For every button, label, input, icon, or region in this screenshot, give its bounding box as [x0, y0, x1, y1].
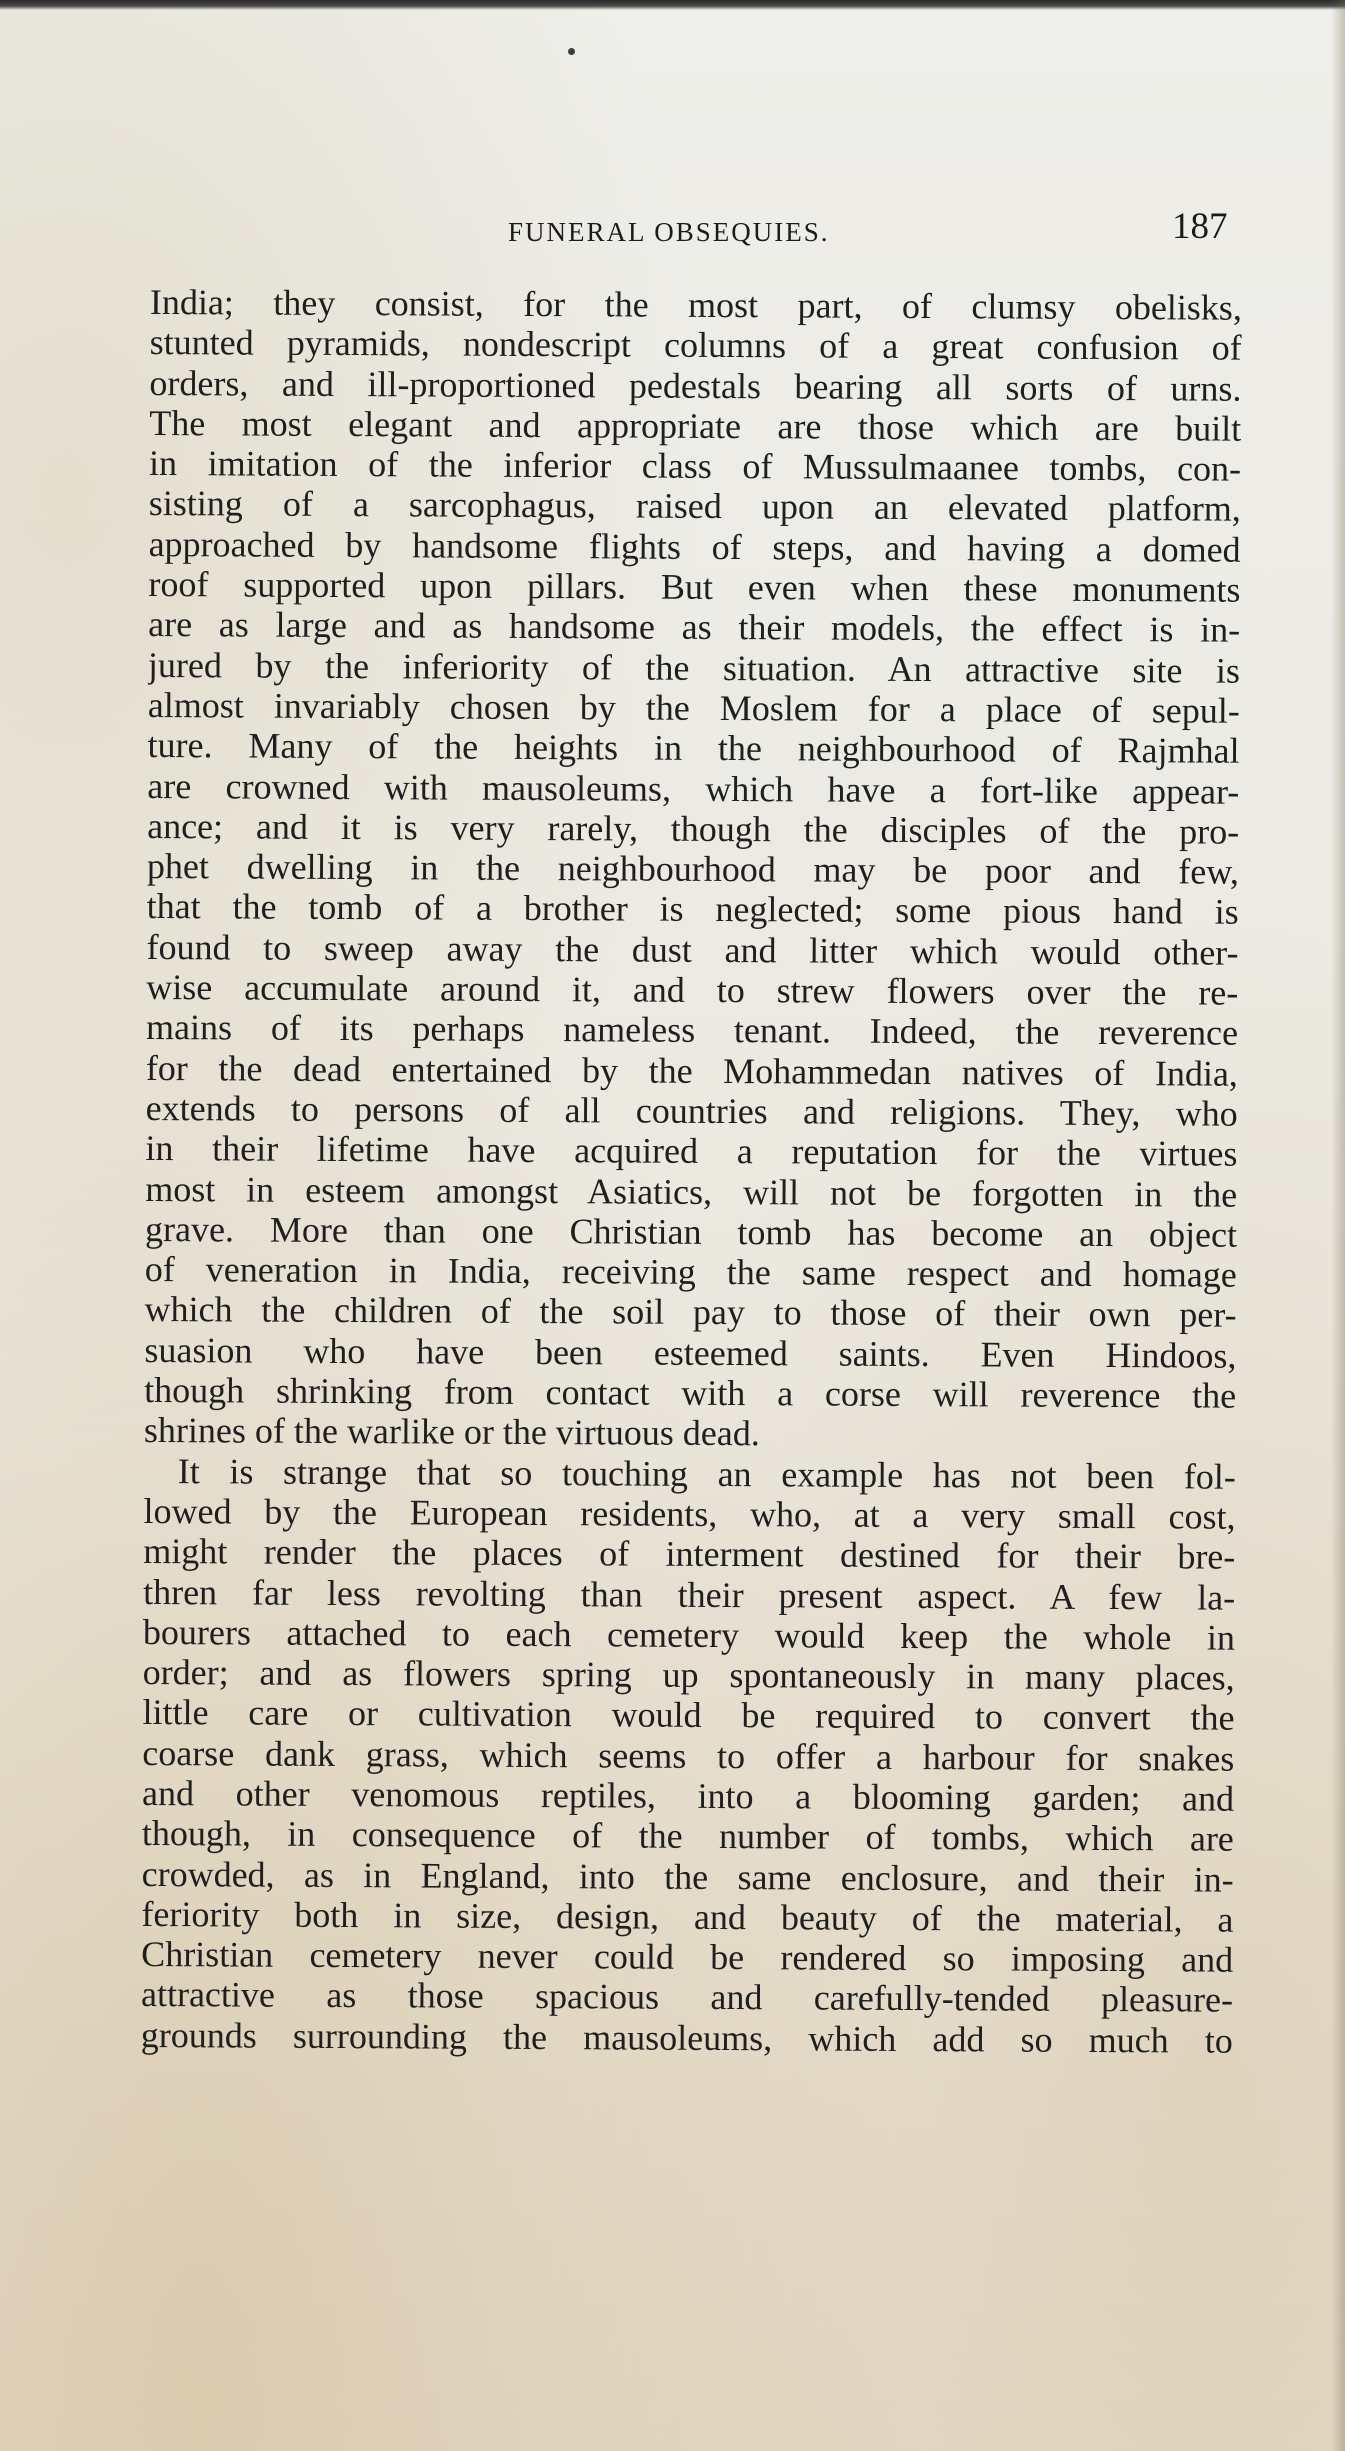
- text-line: ture. Many of the heights in the neighbourhood of Rajmhal: [147, 725, 1240, 771]
- text-line: stunted pyramids, nondescript columns of a great confusion of: [149, 322, 1242, 369]
- text-line: in their lifetime have acquired a reputation for the virtues: [145, 1128, 1238, 1174]
- page-right-edge: [1331, 0, 1345, 2451]
- text-line: roof supported upon pillars. But even when these monuments: [148, 564, 1241, 610]
- text-line: orders, and ill-proportioned pedestals bearing all sorts of urns.: [149, 362, 1242, 409]
- text-line: grounds surrounding the mausoleums, which add so much to: [140, 2014, 1233, 2061]
- text-line: phet dwelling in the neighbourhood may be poor and few,: [146, 846, 1240, 892]
- text-line: extends to persons of all countries and religions. They, who: [145, 1087, 1238, 1134]
- paragraph: [144, 282, 1242, 1456]
- text-line: It is strange that so touching an example has not been fol-: [177, 1450, 1236, 1497]
- page-top-edge: [0, 0, 1345, 10]
- running-head: [0, 205, 1345, 255]
- text-line: approached by handsome flights of steps, and having a domed: [148, 523, 1241, 570]
- text-line: for the dead entertained by the Mohammedan natives of India,: [145, 1047, 1238, 1094]
- text-line: order; and as flowers spring up spontaneously in many places,: [142, 1652, 1235, 1698]
- text-line: sisting of a sarcophagus, raised upon an elevated platform,: [148, 483, 1241, 530]
- text-line: might render the places of interment destined for their bre-: [143, 1531, 1236, 1577]
- text-line: wise accumulate around it, and to strew flowers over the re-: [146, 967, 1239, 1013]
- text-line: that the tomb of a brother is neglected; some pious hand is: [146, 886, 1239, 933]
- text-line: India; they consist, for the most part, of clumsy obelisks,: [149, 282, 1242, 328]
- text-line: of veneration in India, receiving the same respect and homage: [144, 1249, 1237, 1295]
- text-line: mains of its perhaps nameless tenant. Indeed, the reverence: [145, 1007, 1239, 1054]
- page-number: 187: [1172, 206, 1228, 247]
- text-line: though, in consequence of the number of tombs, which are: [141, 1813, 1234, 1859]
- text-line: suasion who have been esteemed saints. Even Hindoos,: [144, 1329, 1237, 1376]
- text-line: jured by the inferiority of the situation. An attractive site is: [147, 644, 1241, 691]
- text-line: in imitation of the inferior class of Mussulmaanee tombs, con-: [148, 443, 1242, 489]
- text-line: most in esteem amongst Asiatics, will not be forgotten in the: [145, 1168, 1238, 1215]
- text-line: crowded, as in England, into the same enclosure, and their in-: [141, 1853, 1234, 1900]
- body-text: [141, 282, 1242, 2061]
- text-line: are crowned with mausoleums, which have a fort-like appear-: [147, 765, 1240, 812]
- text-line: bourers attached to each cemetery would keep the whole in: [142, 1611, 1236, 1658]
- text-line: coarse dank grass, which seems to offer a harbour for snakes: [142, 1732, 1235, 1779]
- text-line: ance; and it is very rarely, though the disciples of the pro-: [147, 805, 1240, 852]
- text-line: attractive as those spacious and carefully-tended pleasure-: [140, 1974, 1234, 2021]
- running-title: FUNERAL OBSEQUIES.: [508, 217, 830, 247]
- text-line: The most elegant and appropriate are those which are built: [149, 402, 1242, 449]
- paragraph: [141, 1451, 1236, 2061]
- text-line: and other venomous reptiles, into a blooming garden; and: [141, 1772, 1235, 1819]
- text-line: found to sweep away the dust and litter which would other-: [146, 926, 1239, 973]
- text-line: feriority both in size, design, and beauty of the material, a: [141, 1893, 1234, 1940]
- ink-speck: [568, 48, 575, 55]
- text-line: which the children of the soil pay to those of their own per-: [144, 1289, 1237, 1336]
- text-line: are as large and as handsome as their models, the effect is in-: [148, 604, 1241, 651]
- text-line: Christian cemetery never could be rendered so imposing and: [141, 1934, 1234, 1980]
- text-line: though shrinking from contact with a corse will reverence the: [144, 1370, 1237, 1416]
- text-line: thren far less revolting than their present aspect. A few la-: [143, 1571, 1236, 1618]
- text-line: lowed by the European residents, who, at a very small cost,: [143, 1490, 1236, 1537]
- text-line: shrines of the warlike or the virtuous dead.: [143, 1410, 760, 1454]
- text-line: almost invariably chosen by the Moslem for a place of sepul-: [147, 684, 1240, 731]
- text-line: little care or cultivation would be required to convert the: [142, 1692, 1235, 1739]
- text-line: grave. More than one Christian tomb has become an object: [144, 1208, 1238, 1255]
